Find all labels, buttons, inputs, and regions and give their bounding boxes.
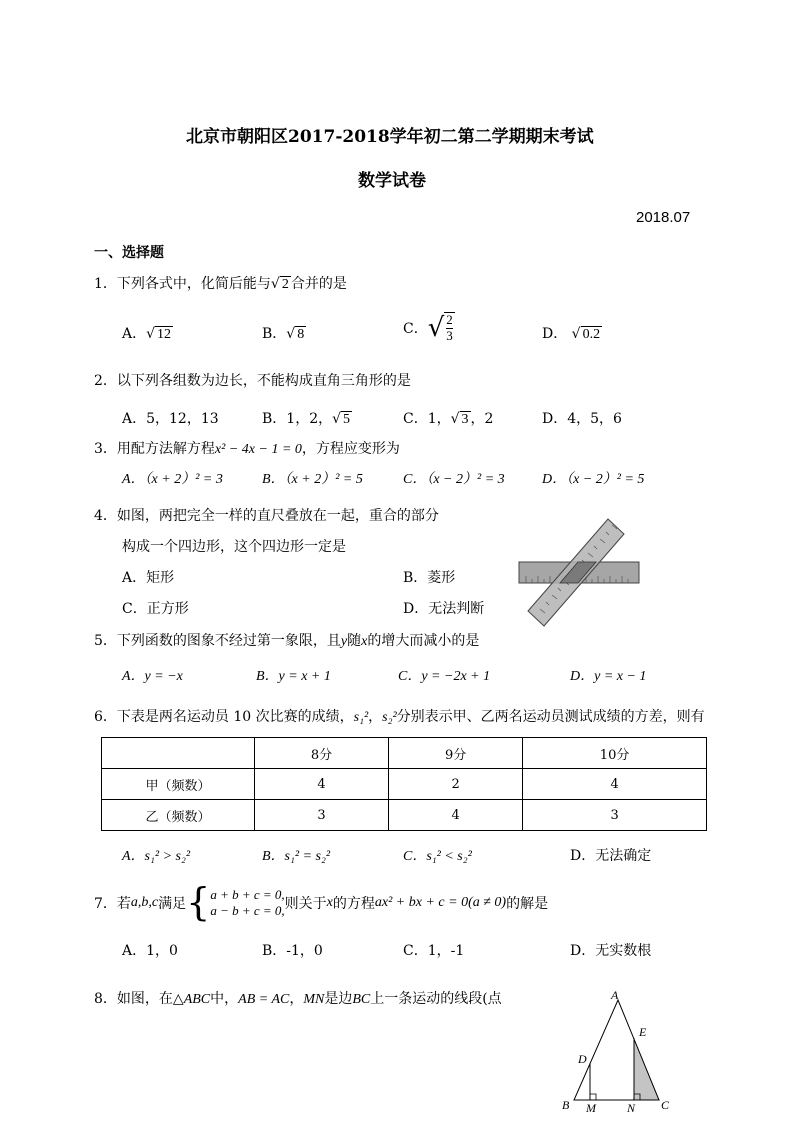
question-5-text: 5．下列函数的图象不经过第一象限，且y随x的增大而减小的是: [94, 633, 480, 649]
label-d: D: [578, 1052, 587, 1066]
label-m: M: [586, 1101, 596, 1114]
table-header-row: [102, 738, 707, 769]
q3-option-c: C．（x − 2）² = 3: [403, 472, 505, 487]
question-4-text-line1: 4．如图，两把完全一样的直尺叠放在一起，重合的部分: [94, 508, 439, 524]
q1-radicand: 2: [281, 277, 289, 292]
exam-date: 2018.07: [636, 209, 691, 226]
section-heading: 一、选择题: [94, 245, 164, 261]
q7-option-c: C．1，-1: [403, 943, 465, 959]
label-e: E: [639, 1025, 647, 1039]
label-n: N: [627, 1101, 636, 1114]
label-c: C: [661, 1098, 670, 1112]
q1-option-b: B．√ 8: [262, 326, 305, 342]
table-cell: 4: [389, 800, 523, 831]
q3-option-d: D．（x − 2）² = 5: [542, 472, 645, 487]
q6-option-a: A．s₁² > s₂²: [122, 849, 191, 864]
table-cell: 4: [523, 769, 707, 800]
score-frequency-table: [101, 737, 707, 831]
question-3-text: 3．用配方法解方程x² − 4x − 1 = 0，方程应变形为: [94, 441, 400, 457]
table-header-cell: 9分: [389, 738, 523, 769]
q5-option-c: C．y = −2x + 1: [398, 669, 491, 684]
table-cell: 4: [255, 769, 389, 800]
q6-option-d: D．无法确定: [570, 848, 652, 864]
q2-option-b: B．1，2，√ 5: [262, 411, 351, 427]
q6-option-c: C．s₁² < s₂²: [403, 849, 472, 864]
question-7-text: 7．若a,b,c满足{ a + b + c = 0, a − b + c = 0, 则关于x的方程ax² + bx + c = 0(a ≠ 0)的解是: [94, 880, 549, 924]
q2-option-d: D．4，5，6: [542, 411, 622, 427]
q6-option-b: B．s₁² = s₂²: [262, 849, 331, 864]
triangle-figure: [556, 988, 676, 1114]
q4-option-b: B．菱形: [403, 570, 456, 586]
question-4-text-line2: 构成一个四边形，这个四边形一定是: [122, 539, 346, 555]
table-cell: 3: [255, 800, 389, 831]
q4-option-a: A．矩形: [122, 570, 175, 586]
q7-option-b: B．-1，0: [262, 943, 323, 959]
table-header-cell: 10分: [523, 738, 707, 769]
q3-option-b: B．（x + 2）² = 5: [262, 472, 363, 487]
exam-title: 北京市朝阳区2017-2018学年初二第二学期期末考试: [186, 127, 594, 147]
question-6-text: 6．下表是两名运动员 10 次比赛的成绩，s₁²，s₂²分别表示甲、乙两名运动员测试成绩的方差，则有: [94, 709, 705, 725]
q4-option-c: C．正方形: [122, 601, 189, 617]
q1-option-a: A．√ 12: [122, 326, 172, 342]
q3-option-a: A．（x + 2）² = 3: [122, 472, 223, 487]
q1-option-d: D． √ 0.2: [542, 326, 601, 342]
table-row: [102, 800, 707, 831]
question-1-text: 1．下列各式中，化简后能与√ 2 合并的是: [94, 276, 347, 292]
q5-option-b: B．y = x + 1: [256, 669, 331, 684]
q7-option-a: A．1，0: [122, 943, 178, 959]
q5-option-a: A．y = −x: [122, 669, 183, 684]
table-cell: 3: [523, 800, 707, 831]
label-a: A: [611, 988, 619, 1002]
table-cell: 甲（频数）: [102, 769, 255, 800]
question-2-text: 2．以下列各组数为边长，不能构成直角三角形的是: [94, 373, 411, 389]
label-b: B: [562, 1098, 570, 1112]
q2-option-a: A．5，12，13: [122, 411, 219, 427]
q2-option-c: C．1，√ 3 ，2: [403, 411, 494, 427]
table-header-cell: 8分: [255, 738, 389, 769]
question-8-text: 8．如图，在△ABC中，AB = AC，MN是边BC上一条运动的线段(点: [94, 991, 502, 1007]
q1-option-c: C．√ $\frac{2}{3}$: [403, 312, 453, 343]
table-header-cell: [102, 738, 255, 769]
rulers-figure: [516, 516, 644, 628]
table-cell: 乙（频数）: [102, 800, 255, 831]
q5-option-d: D．y = x − 1: [570, 669, 647, 684]
table-row: [102, 769, 707, 800]
right-angle-m: [590, 1094, 596, 1100]
table-cell: 2: [389, 769, 523, 800]
exam-subtitle: 数学试卷: [358, 171, 426, 191]
q7-option-d: D．无实数根: [570, 943, 652, 959]
q4-option-d: D．无法判断: [403, 601, 485, 617]
